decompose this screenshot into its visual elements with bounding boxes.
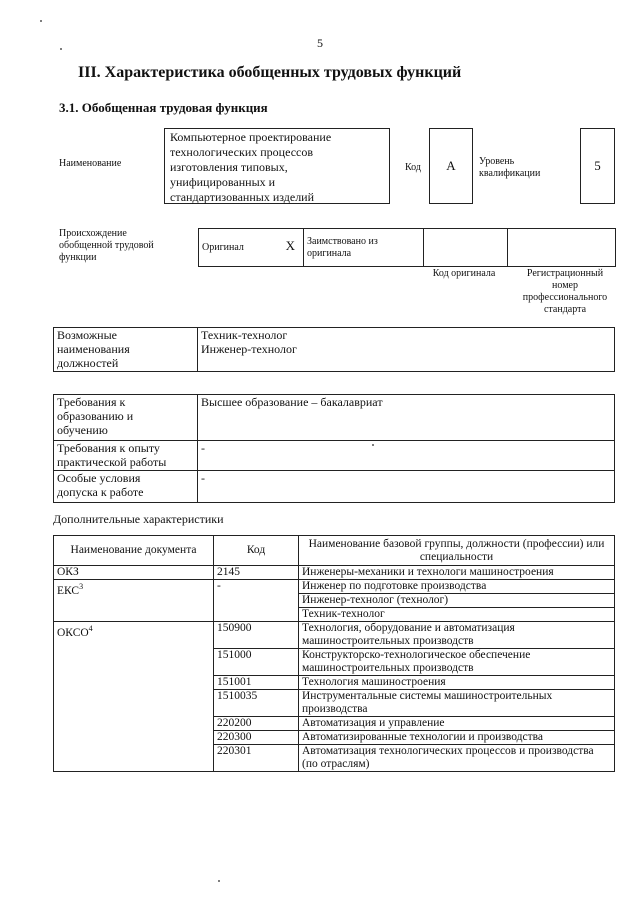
code-cell: 220200 bbox=[214, 717, 299, 731]
code-cell: 2145 bbox=[214, 566, 299, 580]
requirement-label-line: обучению bbox=[57, 423, 108, 437]
name-cell: Инженеры-механики и технологи машиностроения bbox=[299, 566, 615, 580]
header-name: Наименование базовой группы, должности (профессии) или специальности bbox=[299, 536, 615, 566]
doc-name: ОКСО bbox=[57, 626, 89, 639]
name-cell: Технология машиностроения bbox=[299, 676, 615, 690]
function-name-line: технологических процессов bbox=[170, 145, 314, 159]
original-label: Оригинал bbox=[202, 241, 244, 253]
function-name-line: стандартизованных изделий bbox=[170, 190, 315, 204]
requirement-label bbox=[54, 471, 198, 503]
requirement-label bbox=[54, 395, 198, 441]
positions-label-line: Возможные bbox=[57, 328, 117, 342]
doc-cell: ОКЗ bbox=[54, 566, 214, 580]
function-name-line: Компьютерное проектирование bbox=[170, 130, 332, 144]
name-cell: Автоматизация и управление bbox=[299, 717, 615, 731]
requirement-value: - bbox=[198, 441, 615, 471]
header-document: Наименование документа bbox=[54, 536, 214, 566]
name-cell: Инструментальные системы машиностроительных производства bbox=[299, 690, 615, 717]
scan-speck bbox=[40, 20, 42, 22]
borrowed-label-line: Заимствовано из bbox=[307, 235, 378, 247]
code-cell: 220301 bbox=[214, 745, 299, 772]
page-number: 5 bbox=[317, 36, 323, 50]
requirement-label-line: Требования к bbox=[57, 395, 126, 409]
doc-cell bbox=[54, 580, 214, 622]
original-code-cell bbox=[424, 229, 508, 267]
additional-title: Дополнительные характеристики bbox=[53, 512, 224, 526]
positions-values bbox=[198, 328, 615, 372]
code-cell: 150900 bbox=[214, 622, 299, 649]
positions-table bbox=[53, 327, 615, 372]
reg-caption-line: стандарта bbox=[543, 304, 587, 315]
header-code: Код bbox=[214, 536, 299, 566]
positions-label-line: должностей bbox=[57, 356, 119, 370]
reg-number-caption bbox=[510, 268, 620, 316]
position-value: Техник-технолог bbox=[201, 328, 288, 342]
level-value-box bbox=[580, 128, 615, 204]
original-code-caption: Код оригинала bbox=[432, 268, 496, 279]
origin-label-line: Происхождение bbox=[59, 228, 127, 239]
footnote-mark: 4 bbox=[88, 624, 93, 633]
reg-caption-line: профессионального bbox=[522, 292, 608, 303]
requirement-value: - bbox=[198, 471, 615, 503]
requirements-table bbox=[53, 394, 615, 503]
doc-cell bbox=[54, 622, 214, 772]
section-title: III. Характеристика обобщенных трудовых функций bbox=[78, 64, 462, 81]
requirement-label-line: Особые условия bbox=[57, 471, 141, 485]
function-name-box bbox=[164, 128, 390, 204]
level-value: 5 bbox=[594, 158, 601, 173]
code-value-box bbox=[429, 128, 473, 204]
code-value: А bbox=[446, 158, 456, 173]
name-cell: Технология, оборудование и автоматизация машиностроительных производств bbox=[299, 622, 615, 649]
origin-label bbox=[59, 228, 154, 264]
function-name-line: унифицированных и bbox=[170, 175, 276, 189]
name-label: Наименование bbox=[59, 158, 122, 169]
reg-number-cell bbox=[507, 229, 615, 267]
requirement-label-line: допуска к работе bbox=[57, 485, 144, 499]
origin-label-line: обобщенной трудовой bbox=[59, 240, 154, 251]
borrowed-cell bbox=[304, 229, 424, 267]
code-cell: 151000 bbox=[214, 649, 299, 676]
original-mark: Х bbox=[285, 238, 295, 253]
borrowed-label-line: оригинала bbox=[307, 247, 352, 259]
doc-name: ЕКС bbox=[57, 584, 80, 597]
reg-caption-line: номер bbox=[552, 280, 578, 291]
name-cell: Инженер по подготовке производства bbox=[299, 580, 615, 594]
code-label: Код bbox=[405, 162, 421, 173]
positions-label-line: наименования bbox=[57, 342, 130, 356]
requirement-label bbox=[54, 441, 198, 471]
origin-label-line: функции bbox=[59, 252, 97, 263]
requirement-label-line: практической работы bbox=[57, 455, 167, 469]
code-cell: 151001 bbox=[214, 676, 299, 690]
footnote-mark: 3 bbox=[79, 582, 84, 591]
code-cell: 1510035 bbox=[214, 690, 299, 717]
position-value: Инженер-технолог bbox=[201, 342, 297, 356]
subsection-title: 3.1. Обобщенная трудовая функция bbox=[59, 100, 268, 115]
level-label-line: квалификации bbox=[479, 168, 541, 179]
requirement-label-line: образованию и bbox=[57, 409, 134, 423]
origin-table bbox=[198, 228, 616, 267]
scan-speck bbox=[372, 444, 374, 446]
additional-table bbox=[53, 535, 615, 772]
code-cell: 220300 bbox=[214, 731, 299, 745]
code-cell: - bbox=[214, 580, 299, 622]
scan-speck bbox=[60, 48, 62, 50]
name-cell: Конструкторско-технологическое обеспечение машиностроительных производств bbox=[299, 649, 615, 676]
original-cell bbox=[199, 229, 304, 267]
name-cell: Техник-технолог bbox=[299, 608, 615, 622]
requirement-label-line: Требования к опыту bbox=[57, 441, 160, 455]
reg-caption-line: Регистрационный bbox=[526, 268, 604, 279]
positions-label bbox=[54, 328, 198, 372]
scan-speck bbox=[218, 880, 220, 882]
level-label bbox=[479, 156, 540, 180]
requirement-value: Высшее образование – бакалавриат bbox=[198, 395, 615, 441]
name-cell: Автоматизированные технологии и производства bbox=[299, 731, 615, 745]
function-name-line: изготовления типовых, bbox=[170, 160, 288, 174]
name-cell: Инженер-технолог (технолог) bbox=[299, 594, 615, 608]
level-label-line: Уровень bbox=[479, 156, 515, 167]
name-cell: Автоматизация технологических процессов и производства (по отраслям) bbox=[299, 745, 615, 772]
